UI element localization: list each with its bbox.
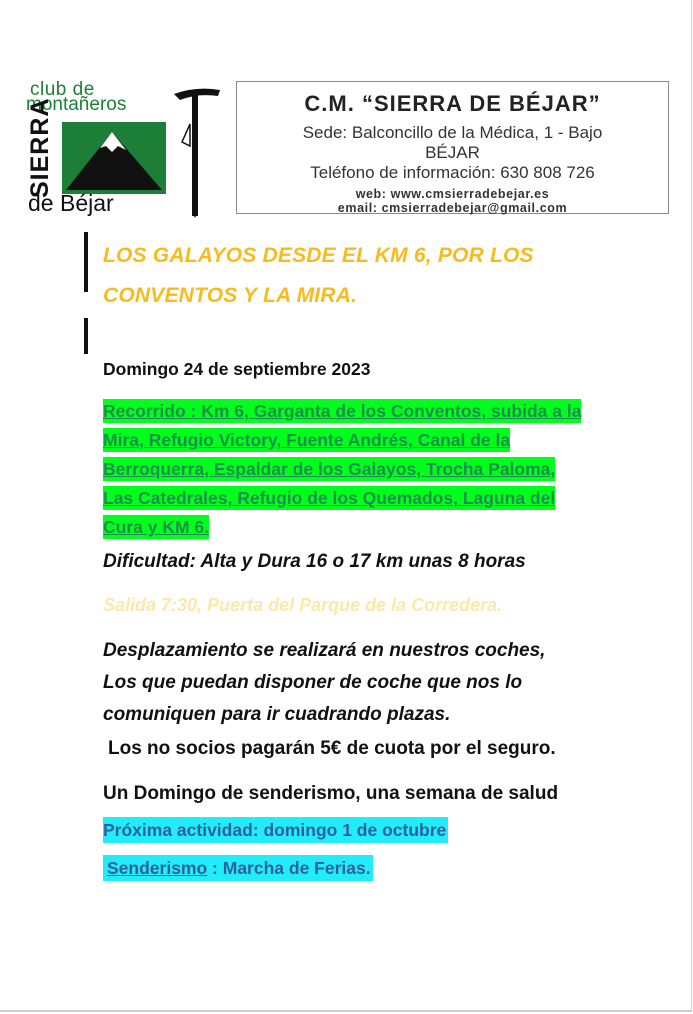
- route-line: Cura y KM 6.: [103, 517, 209, 537]
- club-name-heading: C.M. “SIERRA DE BÉJAR”: [304, 91, 601, 116]
- transport-line: Los que puedan disponer de coche que nos lo: [103, 672, 523, 693]
- title-bar-decoration-bottom: [84, 318, 88, 354]
- fee-notice: Los no socios pagarán 5€ de cuota por el seguro.: [108, 738, 556, 759]
- next-activity-detail: [103, 858, 373, 879]
- club-info-box: [236, 81, 669, 214]
- logo-club-text: club de: [30, 79, 95, 100]
- hiking-label[interactable]: Senderismo: [107, 858, 208, 878]
- transport-notice: [103, 635, 545, 731]
- address-line-1: Sede: Balconcillo de la Médica, 1 - Bajo: [302, 123, 603, 142]
- route-line: Berroquerra, Espaldar de los Galayos, Trocha Paloma,: [103, 459, 556, 479]
- hiking-detail: : Marcha de Ferias.: [207, 858, 371, 878]
- transport-line: comuniquen para ir cuadrando plazas.: [103, 704, 451, 725]
- hiking-highlight: [103, 855, 373, 881]
- motto-text: Un Domingo de senderismo, una semana de salud: [103, 783, 559, 804]
- transport-line: Desplazamiento se realizará en nuestros coches,: [103, 640, 546, 661]
- next-activity-text: Próxima actividad: domingo 1 de octubre: [103, 817, 448, 843]
- mountain-emblem-icon: [62, 122, 166, 194]
- club-logo: [24, 80, 224, 220]
- email-link[interactable]: email: cmsierradebejar@gmail.com: [337, 201, 568, 215]
- difficulty-text: Dificultad: Alta y Dura 16 o 17 km unas 8 horas: [103, 551, 526, 572]
- ice-axe-icon: [172, 84, 222, 218]
- web-link[interactable]: web: www.cmsierradebejar.es: [355, 187, 550, 201]
- logo-montaneros-text: montañeros: [26, 94, 127, 115]
- event-date: Domingo 24 de septiembre 2023: [103, 359, 371, 379]
- route-line: Recorrido : Km 6, Garganta de los Conventos, subida a la: [103, 401, 582, 421]
- logo-de-bejar-text: de Béjar: [28, 190, 114, 216]
- route-description: [103, 397, 623, 542]
- route-line: Mira, Refugio Victory, Fuente Andrés, Canal de la: [103, 430, 511, 450]
- logo-sierra-text: SIERRA: [26, 97, 54, 198]
- route-line: Las Catedrales, Refugio de los Quemados, Laguna del: [103, 488, 556, 508]
- departure-text: Salida 7:30, Puerta del Parque de la Corredera.: [103, 595, 503, 615]
- address-line-2: BÉJAR: [425, 143, 480, 162]
- event-title-line-1: LOS GALAYOS DESDE EL KM 6, POR LOS: [103, 244, 534, 267]
- phone-line: Teléfono de información: 630 808 726: [310, 163, 595, 182]
- next-activity: [103, 820, 448, 841]
- title-bar-decoration-top: [84, 232, 88, 292]
- event-title-line-2: CONVENTOS Y LA MIRA.: [103, 284, 358, 307]
